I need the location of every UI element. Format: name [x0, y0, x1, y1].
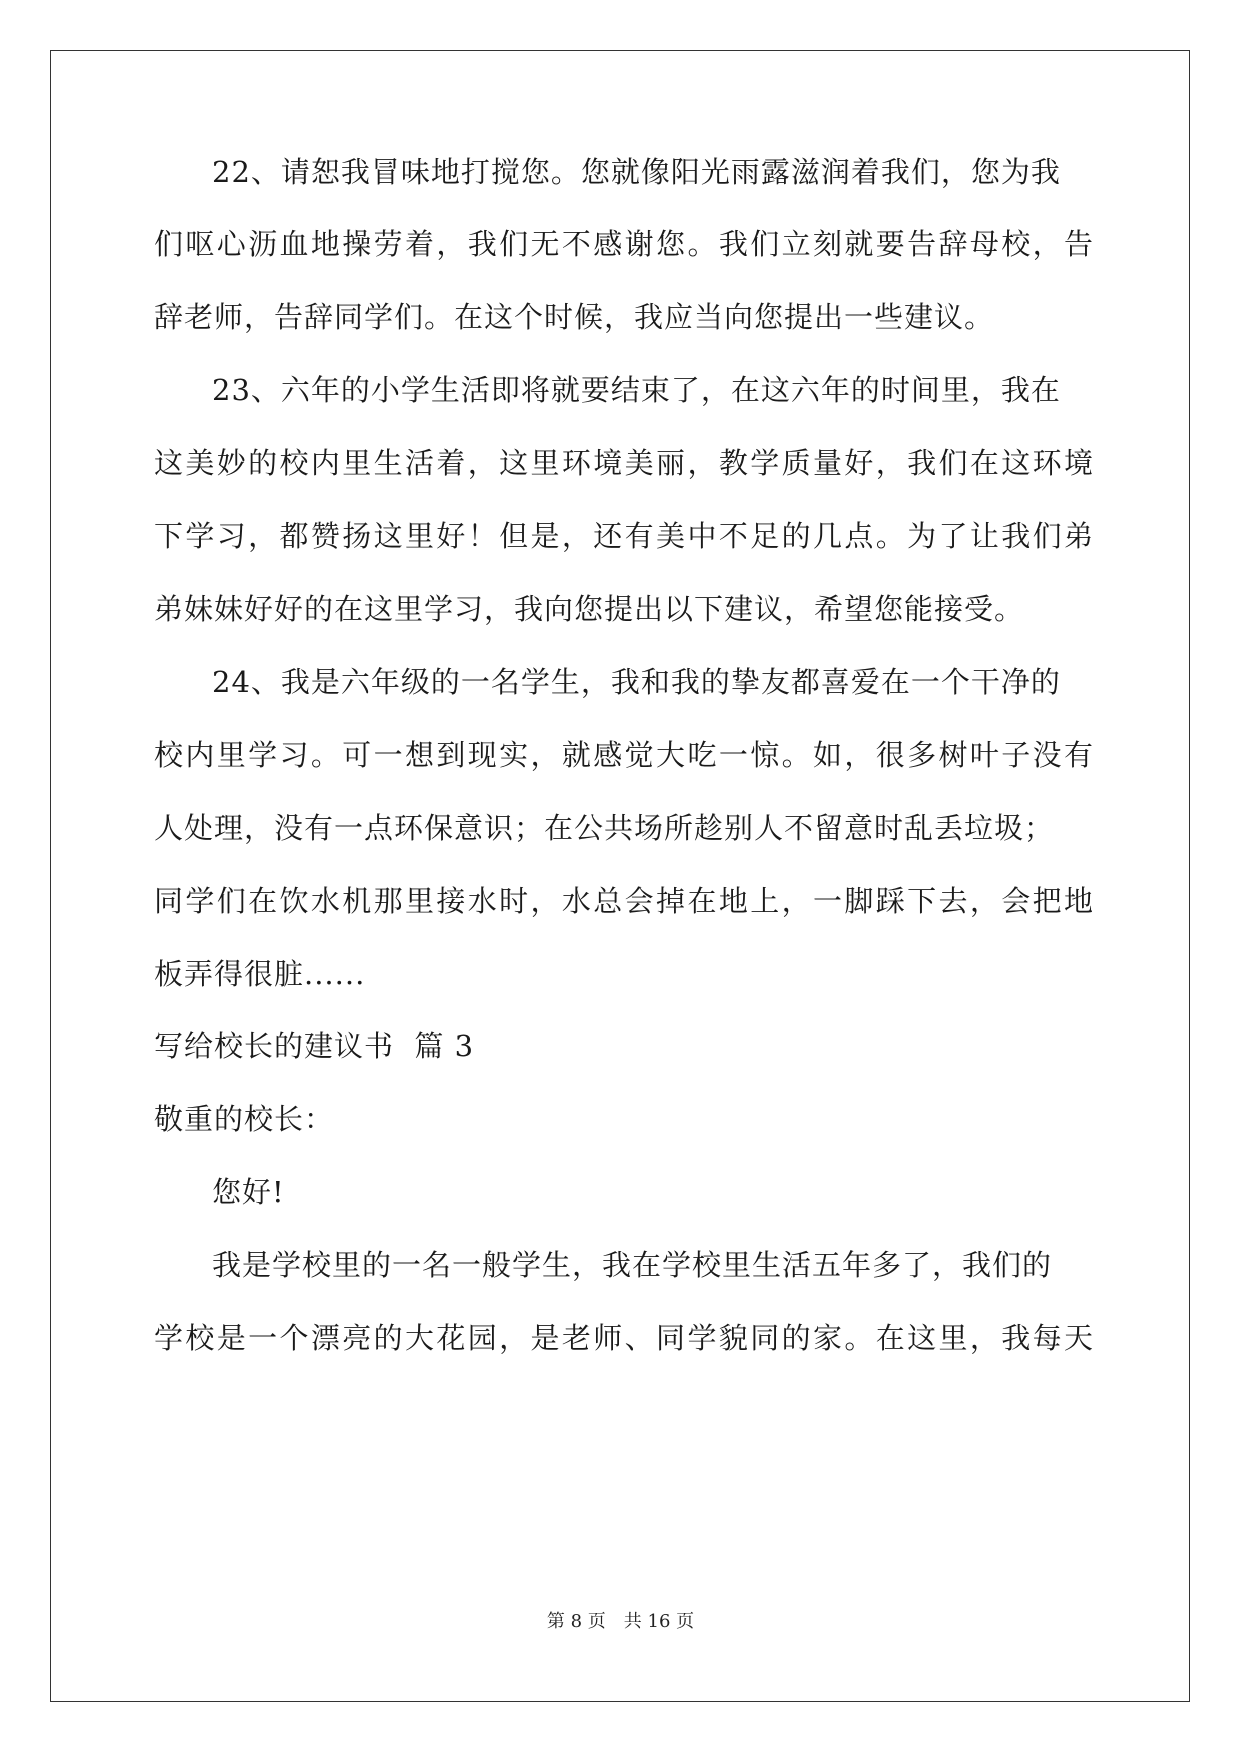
paragraph-24-line-4: 同学们在饮水机那里接水时，水总会掉在地上，一脚踩下去，会把地 — [154, 884, 1094, 918]
paragraph-22-line-2: 们呕心沥血地操劳着，我们无不感谢您。我们立刻就要告辞母校，告 — [154, 227, 1094, 261]
paragraph-23-line-2: 这美妙的校内里生活着，这里环境美丽，教学质量好，我们在这环境 — [154, 446, 1094, 480]
letter-body-line-1: 我是学校里的一名一般学生，我在学校里生活五年多了，我们的 — [212, 1248, 1053, 1282]
greeting: 您好! — [212, 1175, 285, 1209]
paragraph-22-line-1: 22、请恕我冒味地打搅您。您就像阳光雨露滋润着我们，您为我 — [212, 155, 1061, 189]
page-footer — [0, 1610, 1241, 1634]
section-heading: 写给校长的建议书 篇 3 — [154, 1029, 475, 1063]
paragraph-24-line-1: 24、我是六年级的一名学生，我和我的挚友都喜爱在一个干净的 — [212, 665, 1061, 699]
salutation: 敬重的校长： — [154, 1102, 335, 1136]
paragraph-24-line-5: 板弄得很脏...... — [154, 957, 366, 991]
page-number-current: 第 8 页 — [546, 1611, 606, 1632]
page-number-total: 共 16 页 — [623, 1611, 695, 1632]
letter-body-line-2: 学校是一个漂亮的大花园，是老师、同学貌同的家。在这里，我每天 — [154, 1321, 1094, 1355]
paragraph-24-line-3: 人处理，没有一点环保意识；在公共场所趁别人不留意时乱丢垃圾； — [154, 811, 1055, 845]
paragraph-23-line-3: 下学习，都赞扬这里好！但是，还有美中不足的几点。为了让我们弟 — [154, 519, 1094, 553]
paragraph-23-line-4: 弟妹妹好好的在这里学习，我向您提出以下建议，希望您能接受。 — [154, 592, 1025, 626]
paragraph-22-line-3: 辞老师，告辞同学们。在这个时候，我应当向您提出一些建议。 — [154, 300, 995, 334]
paragraph-24-line-2: 校内里学习。可一想到现实，就感觉大吃一惊。如，很多树叶子没有 — [154, 738, 1094, 772]
paragraph-23-line-1: 23、六年的小学生活即将就要结束了，在这六年的时间里，我在 — [212, 373, 1061, 407]
